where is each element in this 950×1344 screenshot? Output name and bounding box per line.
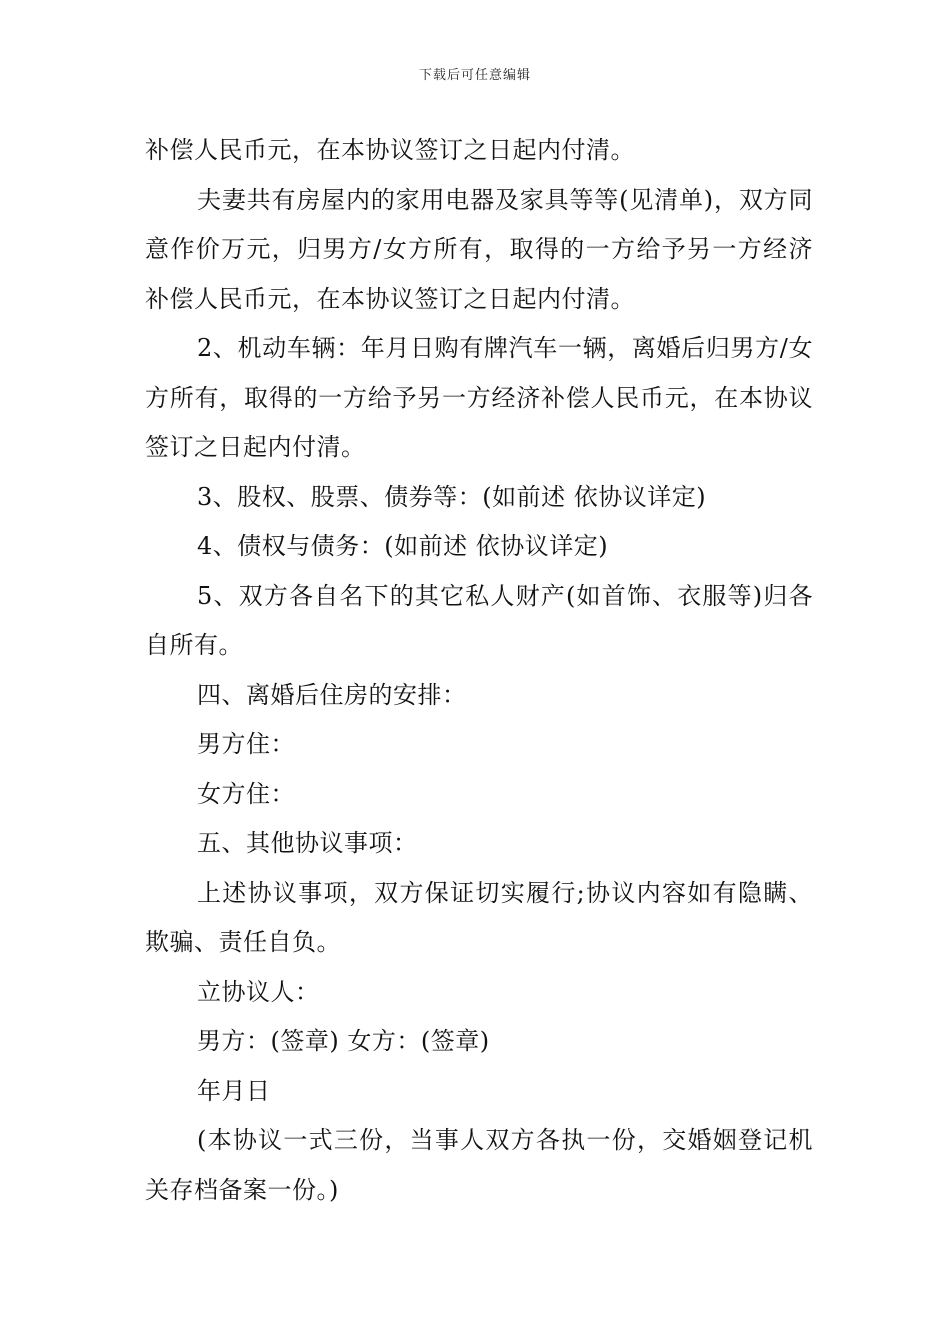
date-line: 年月日 [197,1076,271,1105]
paragraph: 3、股权、股票、债券等：(如前述 依协议详定) [197,482,707,511]
paragraph: 男方住： [197,730,295,758]
document-body [145,126,813,1215]
paragraph: 夫妻共有房屋内的家用电器及家具等等(见清单)，双方同意作价万元，归男方/女方所有，取得的一方给予另一方经济补偿人民币元，在本协议签订之日起内付清。 [145,185,813,313]
page-header-note: 下载后可任意编辑 [418,68,531,83]
paragraph: 女方住： [197,779,295,808]
paragraph: 2、机动车辆：年月日购有牌汽车一辆，离婚后归男方/女方所有，取得的一方给予另一方经济补偿人民币元，在本协议签订之日起内付清。 [145,334,813,461]
signatories-label: 立协议人： [197,977,320,1006]
paragraph: 5、双方各自名下的其它私人财产(如首饰、衣服等)归各自所有。 [145,581,813,659]
paragraph: 4、债权与债务：(如前述 依协议详定) [197,532,609,560]
paragraph: 上述协议事项，双方保证切实履行;协议内容如有隐瞒、欺骗、责任自负。 [145,878,813,956]
section-heading: 五、其他协议事项： [197,829,418,857]
closing-note: (本协议一式三份，当事人双方各执一份，交婚姻登记机关存档备案一份。) [145,1126,813,1204]
paragraph: 补偿人民币元，在本协议签订之日起内付清。 [145,136,635,164]
section-heading: 四、离婚后住房的安排： [197,680,467,709]
signature-line: 男方：(签章) 女方：(签章) [197,1027,490,1055]
